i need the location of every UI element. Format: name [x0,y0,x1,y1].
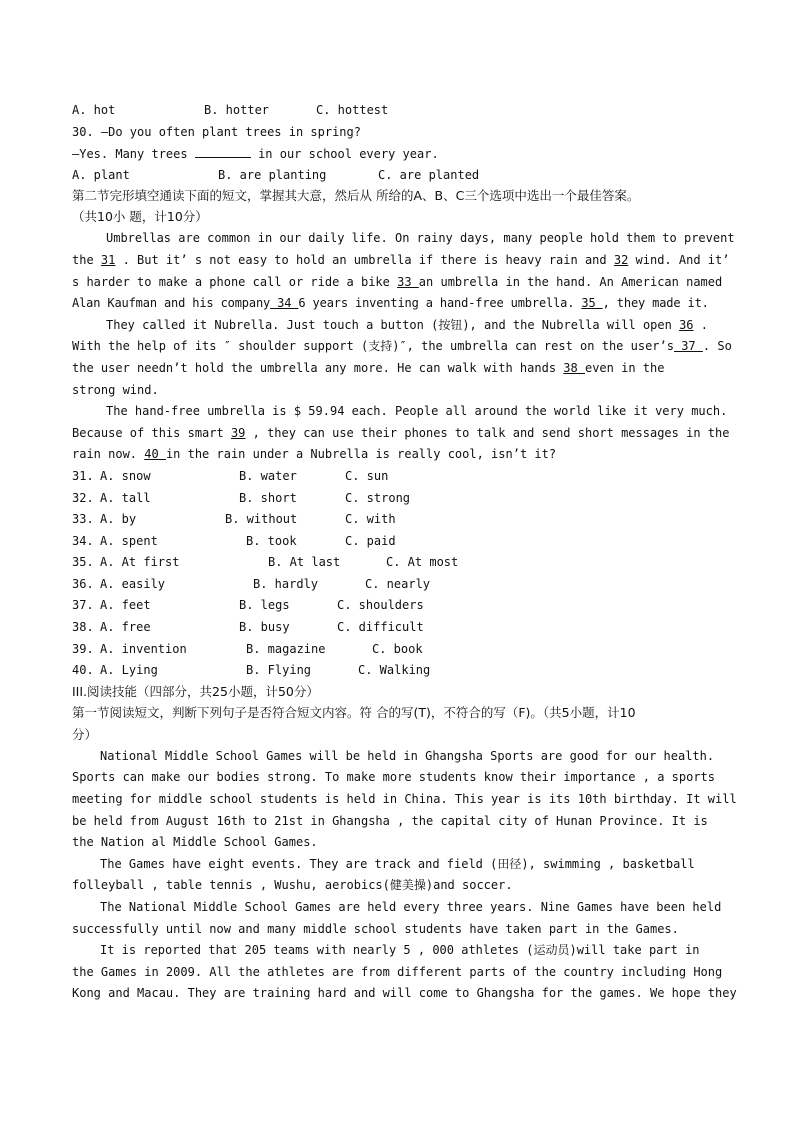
option-c: C. Walking [358,663,431,678]
text: an umbrella in the hand. An American named [418,274,723,289]
cloze-options-list [72,466,722,682]
option-c: C. sun [345,468,389,483]
option-a: A. by [100,512,137,527]
option-b: B. Flying [246,663,312,678]
cloze-line [72,444,722,466]
option-number: 40. [72,663,94,678]
option-row [72,466,722,488]
option-number: 32. [72,490,94,505]
cloze-line [72,358,722,380]
option-a: A. feet [100,598,151,613]
reading-line: successfully until now and many middle school students have taken part in the Games. [72,921,679,936]
reading-line: folleyball , table tennis , Wushu, aerobics(健美操)and soccer. [72,878,513,893]
reading-line: National Middle School Games will be held in Ghangsha Sports are good for our health. [100,748,715,763]
option-b: B. water [239,468,297,483]
text: , they made it. [602,296,709,311]
option-number: 34. [72,533,94,548]
option-b: B. magazine [246,641,326,656]
option-row [72,617,722,639]
text: in the rain under a Nubrella is really cool, isn’t it? [165,447,557,462]
option-row [72,639,722,661]
q30-answer-post: in our school every year. [258,147,439,162]
reading-line: Sports can make our bodies strong. To make more students know their importance , a sports [72,770,715,785]
text: the [72,252,101,267]
option-row [72,574,722,596]
reading-line: the Games in 2009. All the athletes are from different parts of the country including Hong [72,964,723,979]
text: Because of this smart [72,425,231,440]
q30-options [72,165,722,187]
option-a: A. invention [100,641,187,656]
option-a: A. At first [100,555,180,570]
option-b: B. short [239,490,297,505]
option-number: 38. [72,620,94,635]
text: . So [702,339,732,354]
text: Alan Kaufman and his company [72,296,271,311]
option-c: C. nearly [365,576,431,591]
option-a: A. plant [72,167,130,182]
section3-heading: III.阅读技能（四部分，共25小题，计50分） [72,683,319,699]
option-b: B. took [246,533,297,548]
option-a: A. free [100,620,151,635]
text: wind. And it’ [628,252,730,267]
option-number: 37. [72,598,94,613]
q30-answer-pre: —Yes. Many trees [72,147,188,162]
option-c: C. paid [345,533,396,548]
option-number: 36. [72,576,94,591]
text: s harder to make a phone call or ride a bike [72,274,398,289]
q30-answer-line [72,143,722,165]
option-row [72,488,722,510]
option-row [72,552,722,574]
blank-34: 34 [270,296,299,311]
option-c: C. At most [386,555,459,570]
option-c: C. shoulders [337,598,424,613]
option-c: C. with [345,512,396,527]
cloze-line [72,272,722,294]
cloze-line: The hand-free umbrella is $ 59.94 each. People all around the world like it very much. [106,404,728,419]
option-b: B. hardly [253,576,319,591]
option-number: 31. [72,468,94,483]
option-number: 33. [72,512,94,527]
blank-37: 37 [673,339,703,354]
text: the user needn’t hold the umbrella any more. He can walk with hands [72,360,564,375]
cloze-line: strong wind. [72,382,159,397]
option-a: A. snow [100,468,151,483]
q30-question: 30. —Do you often plant trees in spring? [72,124,361,139]
text: With the help of its ″ shoulder support (支持)″, the umbrella can rest on the user’s [72,339,674,354]
option-c: C. book [372,641,423,656]
text: . [693,317,708,332]
reading-line: It is reported that 205 teams with nearly 5 , 000 athletes (运动员)will take part in [100,943,700,958]
option-a: A. Lying [100,663,158,678]
option-a: A. spent [100,533,158,548]
cloze-line [72,336,732,358]
reading-line: meeting for middle school students is held in China. This year is its 10th birthday. It will [72,792,737,807]
cloze-line [72,315,722,337]
blank-33: 33 [397,274,419,289]
blank-36: 36 [679,317,694,332]
reading-line: The National Middle School Games are held every three years. Nine Games have been held [100,900,722,914]
reading-line: the Nation al Middle School Games. [72,835,318,850]
text: 6 years inventing a hand-free umbrella. [298,296,582,311]
option-a: A. easily [100,576,166,591]
blank-32: 32 [613,252,629,267]
section2-heading-score: （共10小 题，计10分） [72,209,208,225]
option-b: B. are planting [218,167,327,182]
option-b: B. At last [268,555,341,570]
option-b: B. hotter [204,103,270,117]
cloze-line: Umbrellas are common in our daily life. On rainy days, many people hold them to prevent [106,231,735,246]
blank-38: 38 [563,360,585,375]
option-number: 39. [72,641,94,656]
blank-39: 39 [230,425,246,440]
text: . But it’ s not easy to hold an umbrella if there is heavy rain and [115,252,614,267]
exam-page [72,100,737,1005]
option-b: B. legs [239,598,290,613]
option-row [72,509,722,531]
blank-40: 40 [144,447,166,462]
blank-31: 31 [100,252,116,267]
option-c: C. strong [345,490,411,505]
q29-options [72,100,722,122]
text: They called it Nubrella. Just touch a button (按钮), and the Nubrella will open [106,317,680,332]
section2-heading: 第二节完形填空通读下面的短文，掌握其大意，然后从 所给的A、B、C三个选项中选出一个最佳答案。 [72,188,640,204]
section3-instructions-end: 分） [72,726,98,742]
option-a: A. hot [72,103,116,117]
answer-blank [195,143,251,158]
option-c: C. hottest [316,103,389,117]
text: even in the [584,360,665,375]
reading-line: The Games have eight events. They are track and field (田径), swimming , basketball [100,856,695,871]
option-row [72,595,722,617]
text: , they can use their phones to talk and send short messages in the [245,425,730,440]
option-row [72,660,722,682]
option-c: C. difficult [337,620,424,635]
option-number: 35. [72,555,94,570]
blank-35: 35 [581,296,603,311]
option-row [72,531,722,553]
cloze-line [72,423,730,445]
option-a: A. tall [100,490,151,505]
section3-instructions: 第一节阅读短文，判断下列句子是否符合短文内容。符 合的写(T)，不符合的写（F)。（共5小题，计10 [72,704,636,720]
cloze-line [72,293,722,315]
option-b: B. busy [239,620,290,635]
cloze-line [72,250,730,272]
reading-line: Kong and Macau. They are training hard and will come to Ghangsha for the games. We hope they [72,986,737,1001]
option-c: C. are planted [378,167,480,182]
reading-line: be held from August 16th to 21st in Ghangsha , the capital city of Hunan Province. It is [72,813,708,828]
text: rain now. [72,447,145,462]
option-b: B. without [225,512,298,527]
